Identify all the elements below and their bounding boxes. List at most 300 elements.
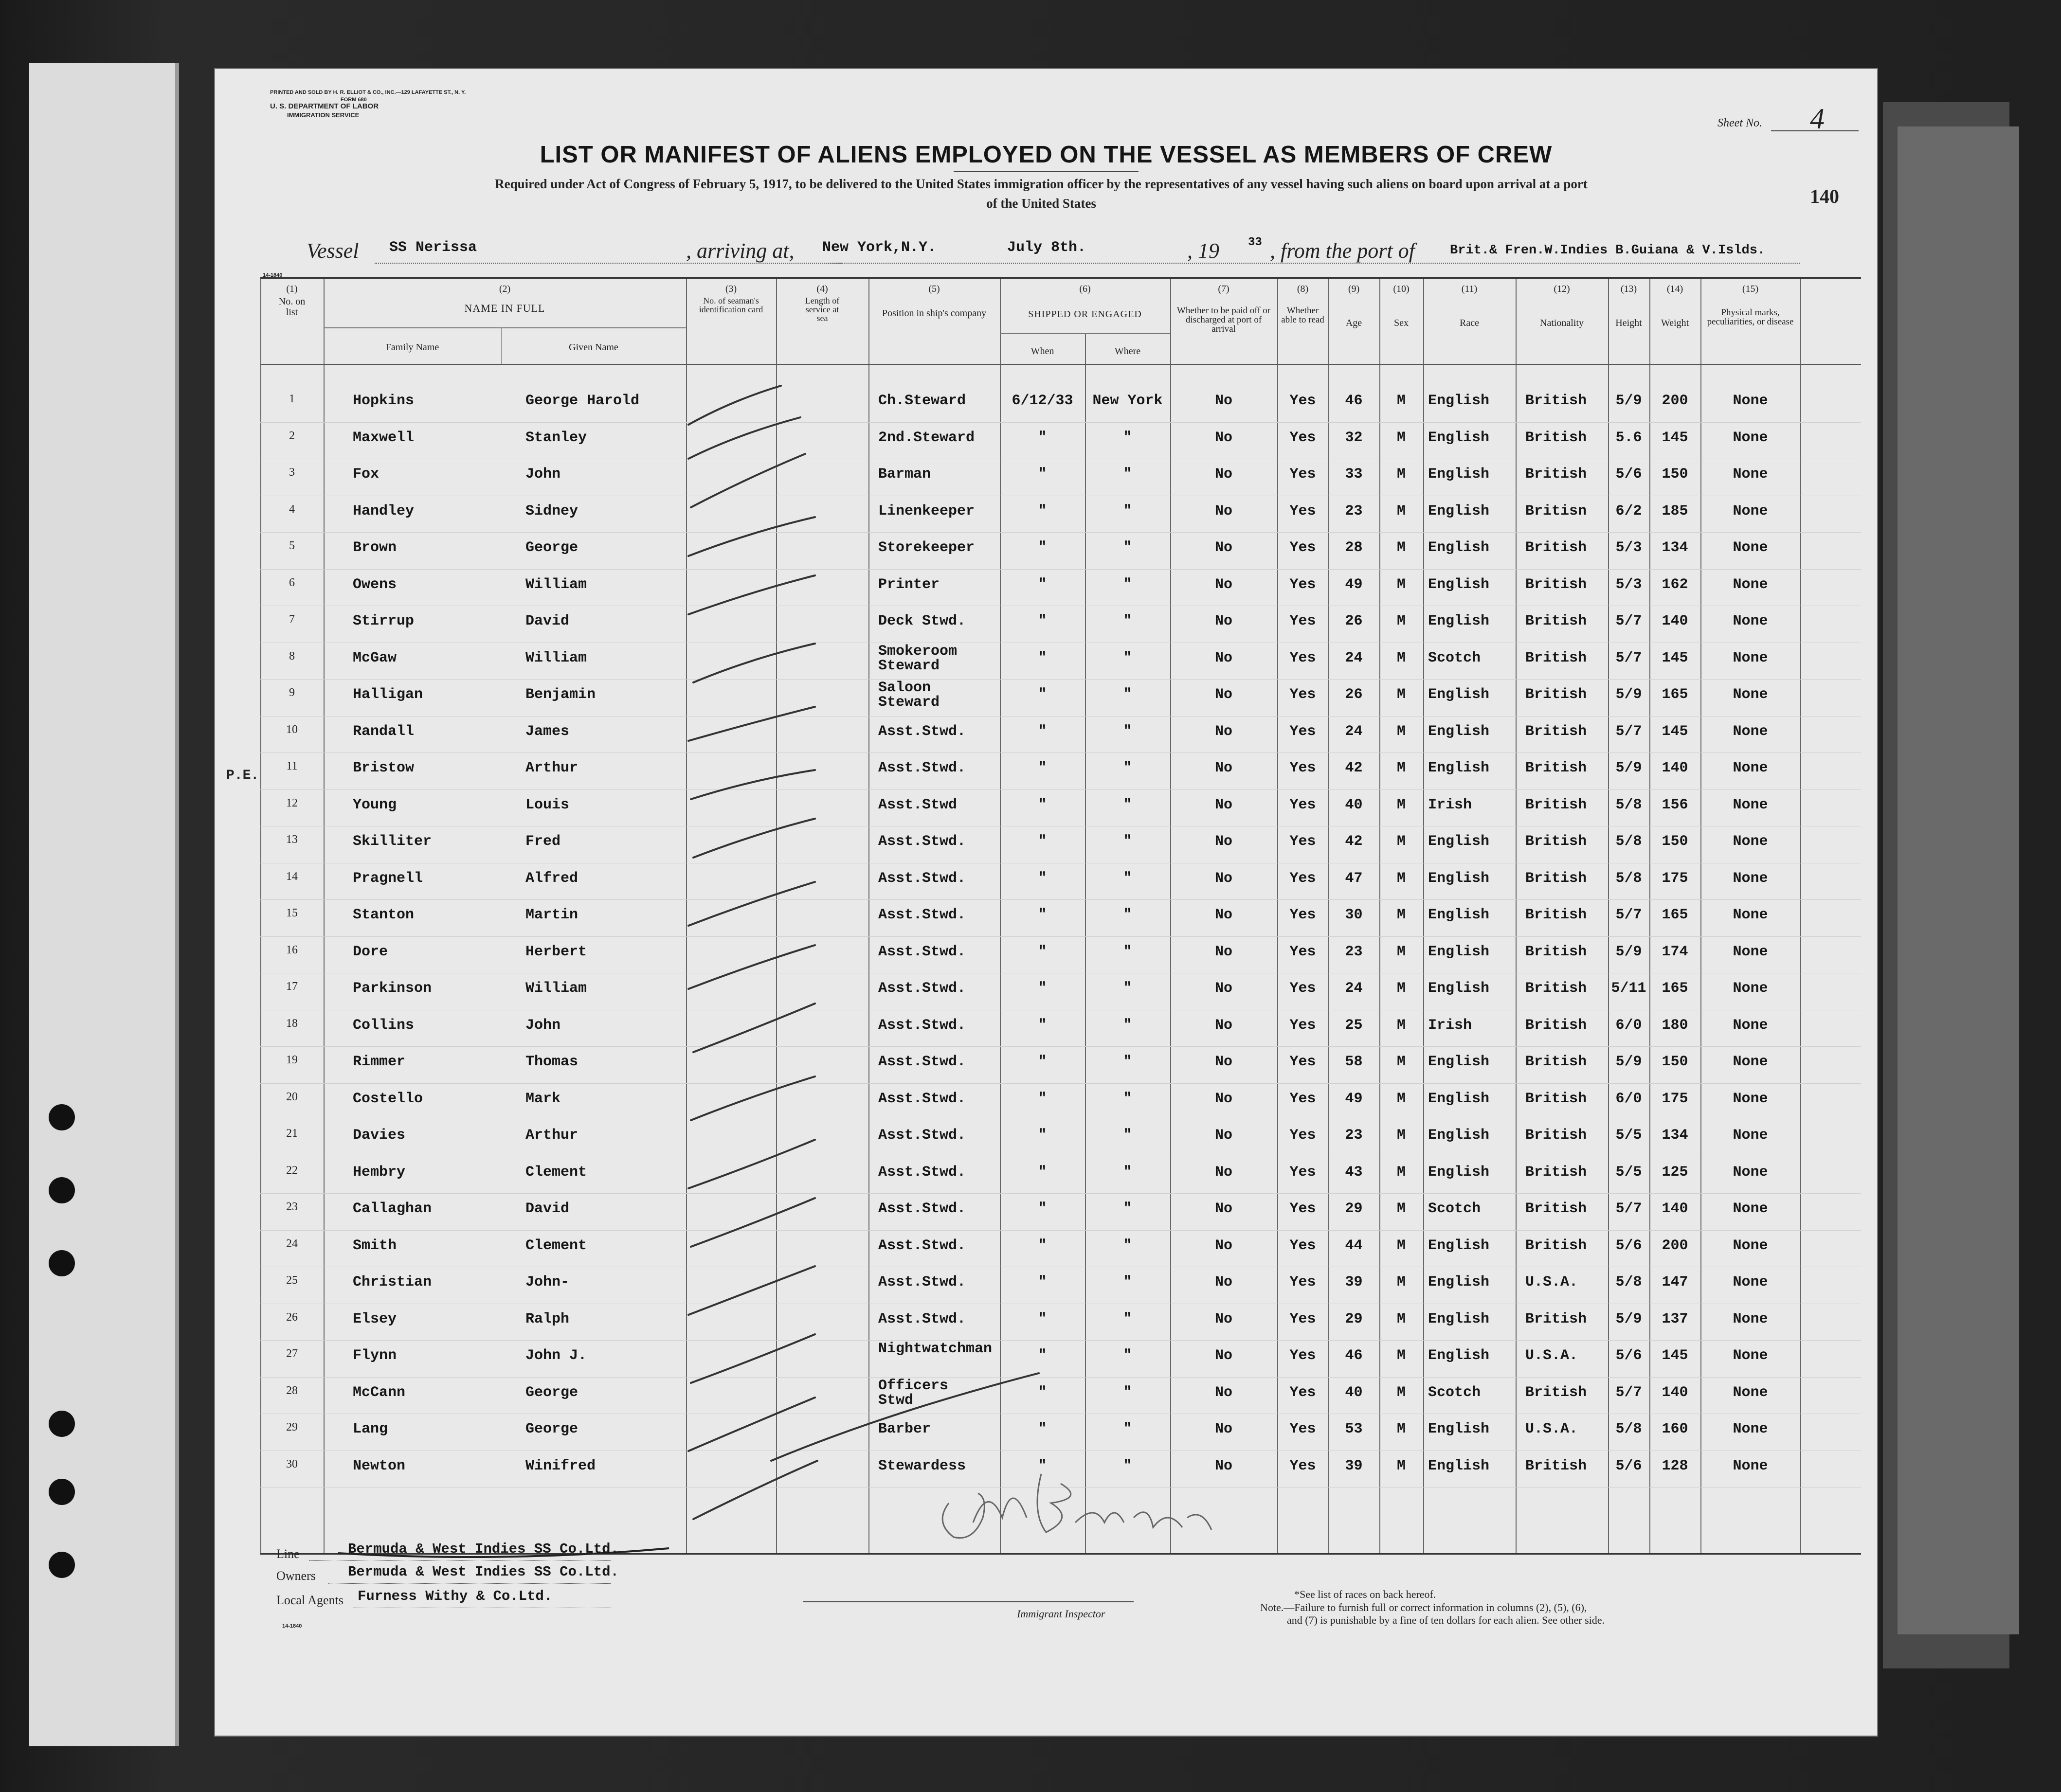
cell-race: English (1428, 466, 1490, 483)
cell-where: " (1123, 1054, 1132, 1070)
cell-given: Arthur (525, 760, 579, 776)
cell-where: " (1123, 723, 1132, 740)
cell-marks: None (1733, 1017, 1768, 1034)
cell-read: Yes (1289, 1421, 1316, 1437)
cell-marks: None (1733, 943, 1768, 960)
cell-sex: M (1396, 1274, 1406, 1290)
col11-num: (11) (1461, 284, 1478, 294)
cell-position: Asst.Stwd. (878, 870, 966, 887)
cell-age: 23 (1345, 502, 1363, 520)
cell-sex: M (1396, 980, 1406, 997)
col15-num: (15) (1742, 284, 1759, 294)
cell-read: Yes (1289, 649, 1316, 666)
cell-position: Asst.Stwd. (878, 1090, 966, 1107)
inspector-label: Immigrant Inspector (1017, 1608, 1105, 1620)
cell-family: Skilliter (353, 833, 432, 850)
col9-num: (9) (1348, 284, 1360, 294)
cell-nat: British (1525, 613, 1587, 629)
cell-sex: M (1396, 1347, 1406, 1364)
cell-height: 5/9 (1615, 760, 1642, 776)
cell-given: George (525, 539, 579, 556)
cell-nat: British (1525, 1237, 1587, 1254)
cell-paid: No (1214, 613, 1232, 629)
cell-read: Yes (1289, 796, 1316, 813)
cell-no: 25 (286, 1274, 298, 1287)
cell-race: English (1428, 1054, 1490, 1070)
cell-height: 6/2 (1615, 502, 1642, 520)
col13-num: (13) (1620, 284, 1637, 294)
cell-marks: None (1733, 760, 1768, 776)
cell-race: English (1428, 1274, 1490, 1290)
cell-weight: 180 (1662, 1017, 1688, 1034)
cell-nat: British (1525, 1127, 1587, 1144)
cell-when: " (1038, 429, 1047, 446)
cell-position: Barber (878, 1421, 931, 1437)
sheet-no-label: Sheet No. (1718, 117, 1762, 129)
cell-where: " (1123, 1347, 1132, 1364)
cell-family: Maxwell (353, 429, 415, 446)
cell-nat: British (1525, 1457, 1587, 1474)
cell-read: Yes (1289, 1237, 1316, 1254)
cell-sex: M (1396, 539, 1406, 556)
subtitle-line: Required under Act of Congress of February 5, 1917, to be delivered to the United States immigration officer by the representatives of any vessel having such aliens on board upon arrival at a port (495, 177, 1588, 191)
imprint-line: PRINTED AND SOLD BY H. R. ELLIOT & CO., INC.—129 LAFAYETTE ST., N. Y. (270, 90, 466, 95)
table-row (260, 1084, 1861, 1121)
cell-marks: None (1733, 870, 1768, 887)
cell-race: English (1428, 613, 1490, 629)
cell-age: 29 (1345, 1310, 1363, 1327)
cell-paid: No (1214, 1164, 1232, 1181)
cell-sex: M (1396, 1384, 1406, 1401)
cell-no: 23 (286, 1201, 298, 1213)
cell-where: " (1123, 760, 1132, 776)
cell-read: Yes (1289, 466, 1316, 483)
col2-header: NAME IN FULL (464, 302, 545, 314)
cell-family: McGaw (353, 649, 397, 666)
cell-paid: No (1214, 466, 1232, 483)
cell-paid: No (1214, 760, 1232, 776)
col5-num: (5) (928, 284, 940, 294)
cell-marks: None (1733, 1384, 1768, 1401)
cell-height: 5/8 (1615, 833, 1642, 850)
cell-where: " (1123, 1310, 1132, 1327)
cell-no: 21 (286, 1127, 298, 1140)
cell-where: " (1123, 796, 1132, 813)
cell-age: 30 (1345, 907, 1363, 923)
cell-height: 6/0 (1615, 1090, 1642, 1107)
cell-marks: None (1733, 466, 1768, 483)
cell-when: " (1038, 980, 1047, 997)
year-value: 33 (1248, 236, 1262, 249)
cell-given: Mark (525, 1090, 561, 1107)
owners-label: Owners (276, 1569, 316, 1583)
cell-family: Callaghan (353, 1201, 432, 1217)
cell-nat: British (1525, 1201, 1587, 1217)
cell-marks: None (1733, 1310, 1768, 1327)
cell-given: William (525, 649, 587, 666)
cell-given: Clement (525, 1237, 587, 1254)
cell-position: Asst.Stwd. (878, 943, 966, 960)
cell-read: Yes (1289, 539, 1316, 556)
cell-height: 5/7 (1615, 907, 1642, 923)
cell-sex: M (1396, 1457, 1406, 1474)
cell-family: Lang (353, 1421, 388, 1437)
cell-no: 9 (289, 686, 295, 699)
cell-position: Asst.Stwd (878, 796, 958, 813)
cell-no: 17 (286, 980, 298, 993)
cell-read: Yes (1289, 1457, 1316, 1474)
cell-position: Linenkeeper (878, 502, 975, 520)
cell-family: Parkinson (353, 980, 432, 997)
cell-height: 5/9 (1615, 393, 1642, 409)
cell-height: 5/7 (1615, 723, 1642, 740)
cell-marks: None (1733, 539, 1768, 556)
cell-family: Pragnell (353, 870, 423, 887)
cell-nat: British (1525, 870, 1587, 887)
subtitle-line: of the United States (986, 196, 1096, 211)
cell-read: Yes (1289, 1201, 1316, 1217)
cell-weight: 156 (1662, 796, 1688, 813)
cell-no: 15 (286, 907, 298, 919)
cell-height: 5/3 (1615, 576, 1642, 593)
table-row (260, 1304, 1861, 1341)
cell-position: Storekeeper (878, 539, 975, 556)
table-row (260, 1157, 1861, 1194)
inspector-rule (803, 1601, 1134, 1602)
cell-age: 43 (1345, 1164, 1363, 1181)
cell-position: Barman (878, 466, 931, 483)
cell-family: Christian (353, 1274, 432, 1290)
cell-no: 28 (286, 1384, 298, 1397)
binder-hole (49, 1250, 75, 1276)
cell-race: English (1428, 1127, 1490, 1144)
footer-form-code: 14-1840 (282, 1623, 302, 1629)
cell-given: Ralph (525, 1310, 570, 1327)
cell-where: " (1123, 466, 1132, 483)
cell-sex: M (1396, 1127, 1406, 1144)
cell-paid: No (1214, 796, 1232, 813)
table-row (260, 1341, 1861, 1378)
cell-no: 22 (286, 1164, 298, 1177)
col4-num: (4) (816, 284, 828, 294)
cell-height: 5/7 (1615, 1201, 1642, 1217)
cell-no: 1 (289, 393, 295, 405)
cell-family: Newton (353, 1457, 406, 1474)
cell-nat: British (1525, 833, 1587, 850)
cell-sex: M (1396, 466, 1406, 483)
table-row (260, 1378, 1861, 1415)
cell-position: Asst.Stwd. (878, 833, 966, 850)
cell-where: " (1123, 870, 1132, 887)
manifest-table (226, 277, 1861, 1555)
vessel-label: Vessel (307, 239, 359, 263)
line-value: Bermuda & West Indies SS Co.Ltd. (348, 1541, 619, 1557)
cell-given: John (525, 1017, 561, 1034)
cell-family: Davies (353, 1127, 406, 1144)
cell-position: Asst.Stwd. (878, 1127, 966, 1144)
cell-family: Collins (353, 1017, 415, 1034)
races-note: *See list of races on back hereof. (1294, 1588, 1436, 1600)
cell-family: Randall (353, 723, 415, 740)
cell-no: 30 (286, 1457, 298, 1470)
cell-age: 33 (1345, 466, 1363, 483)
cell-position: Asst.Stwd. (878, 1054, 966, 1070)
cell-height: 5/8 (1615, 1274, 1642, 1290)
cell-marks: None (1733, 1274, 1768, 1290)
cell-paid: No (1214, 1237, 1232, 1254)
inspector-signature (929, 1445, 1231, 1552)
cell-age: 47 (1345, 870, 1363, 887)
cell-race: English (1428, 393, 1490, 409)
cell-weight: 185 (1662, 502, 1688, 520)
margin-note: P.E. (226, 768, 259, 783)
binder-hole (49, 1552, 75, 1578)
cell-no: 4 (289, 502, 295, 516)
cell-weight: 134 (1662, 539, 1688, 556)
col9-header: Age (1345, 318, 1362, 328)
cell-when: " (1038, 943, 1047, 960)
col14-header: Weight (1661, 318, 1689, 328)
cell-age: 44 (1345, 1237, 1363, 1254)
arrival-date: July 8th. (1007, 239, 1086, 256)
cell-nat: British (1525, 576, 1587, 593)
cell-family: Costello (353, 1090, 423, 1107)
cell-weight: 200 (1662, 1237, 1688, 1254)
cell-race: English (1428, 943, 1490, 960)
cell-read: Yes (1289, 1127, 1316, 1144)
cell-where: " (1123, 1421, 1132, 1437)
cell-age: 42 (1345, 833, 1363, 850)
cell-paid: No (1214, 686, 1232, 703)
cell-paid: No (1214, 1090, 1232, 1107)
cell-family: Young (353, 796, 397, 813)
cell-given: George Harold (525, 393, 640, 409)
cell-sex: M (1396, 833, 1406, 850)
cell-when: " (1038, 686, 1047, 703)
cell-family: Flynn (353, 1347, 397, 1364)
agents-value: Furness Withy & Co.Ltd. (358, 1588, 553, 1604)
cell-when: " (1038, 576, 1047, 593)
cell-marks: None (1733, 393, 1768, 409)
cell-no: 11 (286, 760, 298, 772)
cell-height: 5/7 (1615, 1384, 1642, 1401)
cell-weight: 150 (1662, 1054, 1688, 1070)
cell-given: John J. (525, 1347, 587, 1364)
cell-race: Scotch (1428, 1201, 1481, 1217)
col2-family-header: Family Name (385, 342, 439, 353)
cell-race: English (1428, 1347, 1490, 1364)
cell-when: " (1038, 1274, 1047, 1290)
cell-when: " (1038, 760, 1047, 776)
table-row (260, 459, 1861, 496)
cell-weight: 125 (1662, 1164, 1688, 1181)
cell-given: John (525, 466, 561, 483)
cell-age: 26 (1345, 613, 1363, 629)
cell-no: 27 (286, 1347, 298, 1360)
cell-race: English (1428, 870, 1490, 887)
cell-age: 40 (1345, 1384, 1363, 1401)
cell-paid: No (1214, 539, 1232, 556)
cell-given: George (525, 1421, 579, 1437)
cell-family: Rimmer (353, 1054, 406, 1070)
cell-age: 23 (1345, 1127, 1363, 1144)
binder-hole (49, 1104, 75, 1130)
arriving-port: New York,N.Y. (822, 239, 937, 256)
cell-age: 24 (1345, 980, 1363, 997)
cell-where: " (1123, 1384, 1132, 1401)
cell-nat: British (1525, 466, 1587, 483)
cell-read: Yes (1289, 1090, 1316, 1107)
cell-read: Yes (1289, 723, 1316, 740)
cell-when: " (1038, 1164, 1047, 1181)
cell-given: Herbert (525, 943, 587, 960)
col7-header: Whether to be paid off or discharged at port of arrival (1176, 305, 1271, 334)
cell-age: 42 (1345, 760, 1363, 776)
cell-when: " (1038, 1347, 1047, 1364)
cell-nat: British (1525, 1090, 1587, 1107)
cell-marks: None (1733, 429, 1768, 446)
table-row (260, 533, 1861, 570)
cell-where: " (1123, 1274, 1132, 1290)
cell-given: Winifred (525, 1457, 596, 1474)
table-row (260, 1120, 1861, 1157)
cell-where: New York (1092, 393, 1163, 409)
cell-given: Arthur (525, 1127, 579, 1144)
col6-num: (6) (1079, 284, 1091, 294)
cell-given: George (525, 1384, 579, 1401)
cell-sex: M (1396, 943, 1406, 960)
cell-where: " (1123, 649, 1132, 666)
cell-given: Louis (525, 796, 570, 813)
cell-race: English (1428, 1164, 1490, 1181)
cell-nat: British (1525, 980, 1587, 997)
cell-paid: No (1214, 980, 1232, 997)
table-row (260, 973, 1861, 1010)
table-row (260, 1231, 1861, 1268)
form-code: 14-1840 (263, 272, 283, 278)
col7-num: (7) (1218, 284, 1229, 294)
cell-where: " (1123, 429, 1132, 446)
cell-race: English (1428, 907, 1490, 923)
cell-no: 24 (286, 1237, 298, 1250)
binder-hole (49, 1177, 75, 1203)
col14-num: (14) (1666, 284, 1683, 294)
cell-marks: None (1733, 1164, 1768, 1181)
cell-race: English (1428, 686, 1490, 703)
cell-paid: No (1214, 907, 1232, 923)
cell-given: James (525, 723, 570, 740)
cell-when: " (1038, 613, 1047, 629)
col13-header: Height (1615, 318, 1642, 328)
cell-nat: U.S.A. (1525, 1421, 1578, 1437)
cell-sex: M (1396, 1310, 1406, 1327)
cell-race: English (1428, 576, 1490, 593)
cell-position: Asst.Stwd. (878, 1274, 966, 1290)
cell-where: " (1123, 1090, 1132, 1107)
table-row (260, 606, 1861, 643)
year-label: , 19 (1187, 239, 1219, 263)
cell-read: Yes (1289, 1310, 1316, 1327)
cell-height: 5/11 (1611, 980, 1646, 997)
cell-age: 49 (1345, 576, 1363, 593)
cell-no: 7 (289, 613, 295, 626)
cell-paid: No (1214, 833, 1232, 850)
cell-when: " (1038, 796, 1047, 813)
cell-read: Yes (1289, 870, 1316, 887)
cell-age: 53 (1345, 1421, 1363, 1437)
cell-weight: 145 (1662, 649, 1688, 666)
cell-marks: None (1733, 1237, 1768, 1254)
cell-read: Yes (1289, 1054, 1316, 1070)
cell-height: 5/6 (1615, 1347, 1642, 1364)
cell-paid: No (1214, 870, 1232, 887)
table-row (260, 753, 1861, 790)
cell-position: Asst.Stwd. (878, 1164, 966, 1181)
col3-num: (3) (725, 284, 737, 294)
cell-nat: U.S.A. (1525, 1274, 1578, 1290)
cell-weight: 165 (1662, 907, 1688, 923)
cell-marks: None (1733, 1090, 1768, 1107)
cell-marks: None (1733, 796, 1768, 813)
cell-race: English (1428, 760, 1490, 776)
cell-weight: 140 (1662, 760, 1688, 776)
cell-family: Handley (353, 502, 415, 520)
cell-read: Yes (1289, 502, 1316, 520)
table-row (260, 1194, 1861, 1231)
table-row (260, 863, 1861, 900)
cell-race: English (1428, 723, 1490, 740)
col1-num: (1) (286, 284, 298, 294)
cell-race: English (1428, 539, 1490, 556)
cell-marks: None (1733, 833, 1768, 850)
col5-header: Position in ship's company (882, 308, 987, 319)
cell-height: 5/6 (1615, 1237, 1642, 1254)
cell-race: English (1428, 833, 1490, 850)
binder-strip (29, 63, 179, 1746)
cell-family: Halligan (353, 686, 423, 703)
cell-sex: M (1396, 502, 1406, 520)
cell-marks: None (1733, 1054, 1768, 1070)
cell-family: Hembry (353, 1164, 406, 1181)
page-number: 140 (1810, 185, 1839, 207)
cell-read: Yes (1289, 613, 1316, 629)
cell-marks: None (1733, 613, 1768, 629)
cell-position: Deck Stwd. (878, 613, 966, 629)
cell-when: " (1038, 723, 1047, 740)
cell-paid: No (1214, 502, 1232, 520)
cell-when: " (1038, 833, 1047, 850)
cell-weight: 145 (1662, 1347, 1688, 1364)
cell-sex: M (1396, 870, 1406, 887)
cell-read: Yes (1289, 686, 1316, 703)
cell-where: " (1123, 943, 1132, 960)
cell-position: Officers Stwd (878, 1377, 949, 1409)
cell-height: 5/7 (1615, 613, 1642, 629)
table-row (260, 386, 1861, 423)
cell-position: Asst.Stwd. (878, 980, 966, 997)
page-stack-edge (1898, 126, 2019, 1634)
cell-weight: 200 (1662, 393, 1688, 409)
cell-position: Smokeroom Steward (878, 643, 958, 674)
table-row (260, 1010, 1861, 1047)
cell-no: 13 (286, 833, 298, 846)
cell-sex: M (1396, 1201, 1406, 1217)
col2-given-header: Given Name (569, 342, 618, 353)
cell-weight: 140 (1662, 1384, 1688, 1401)
cell-sex: M (1396, 760, 1406, 776)
cell-read: Yes (1289, 1347, 1316, 1364)
cell-age: 23 (1345, 943, 1363, 960)
